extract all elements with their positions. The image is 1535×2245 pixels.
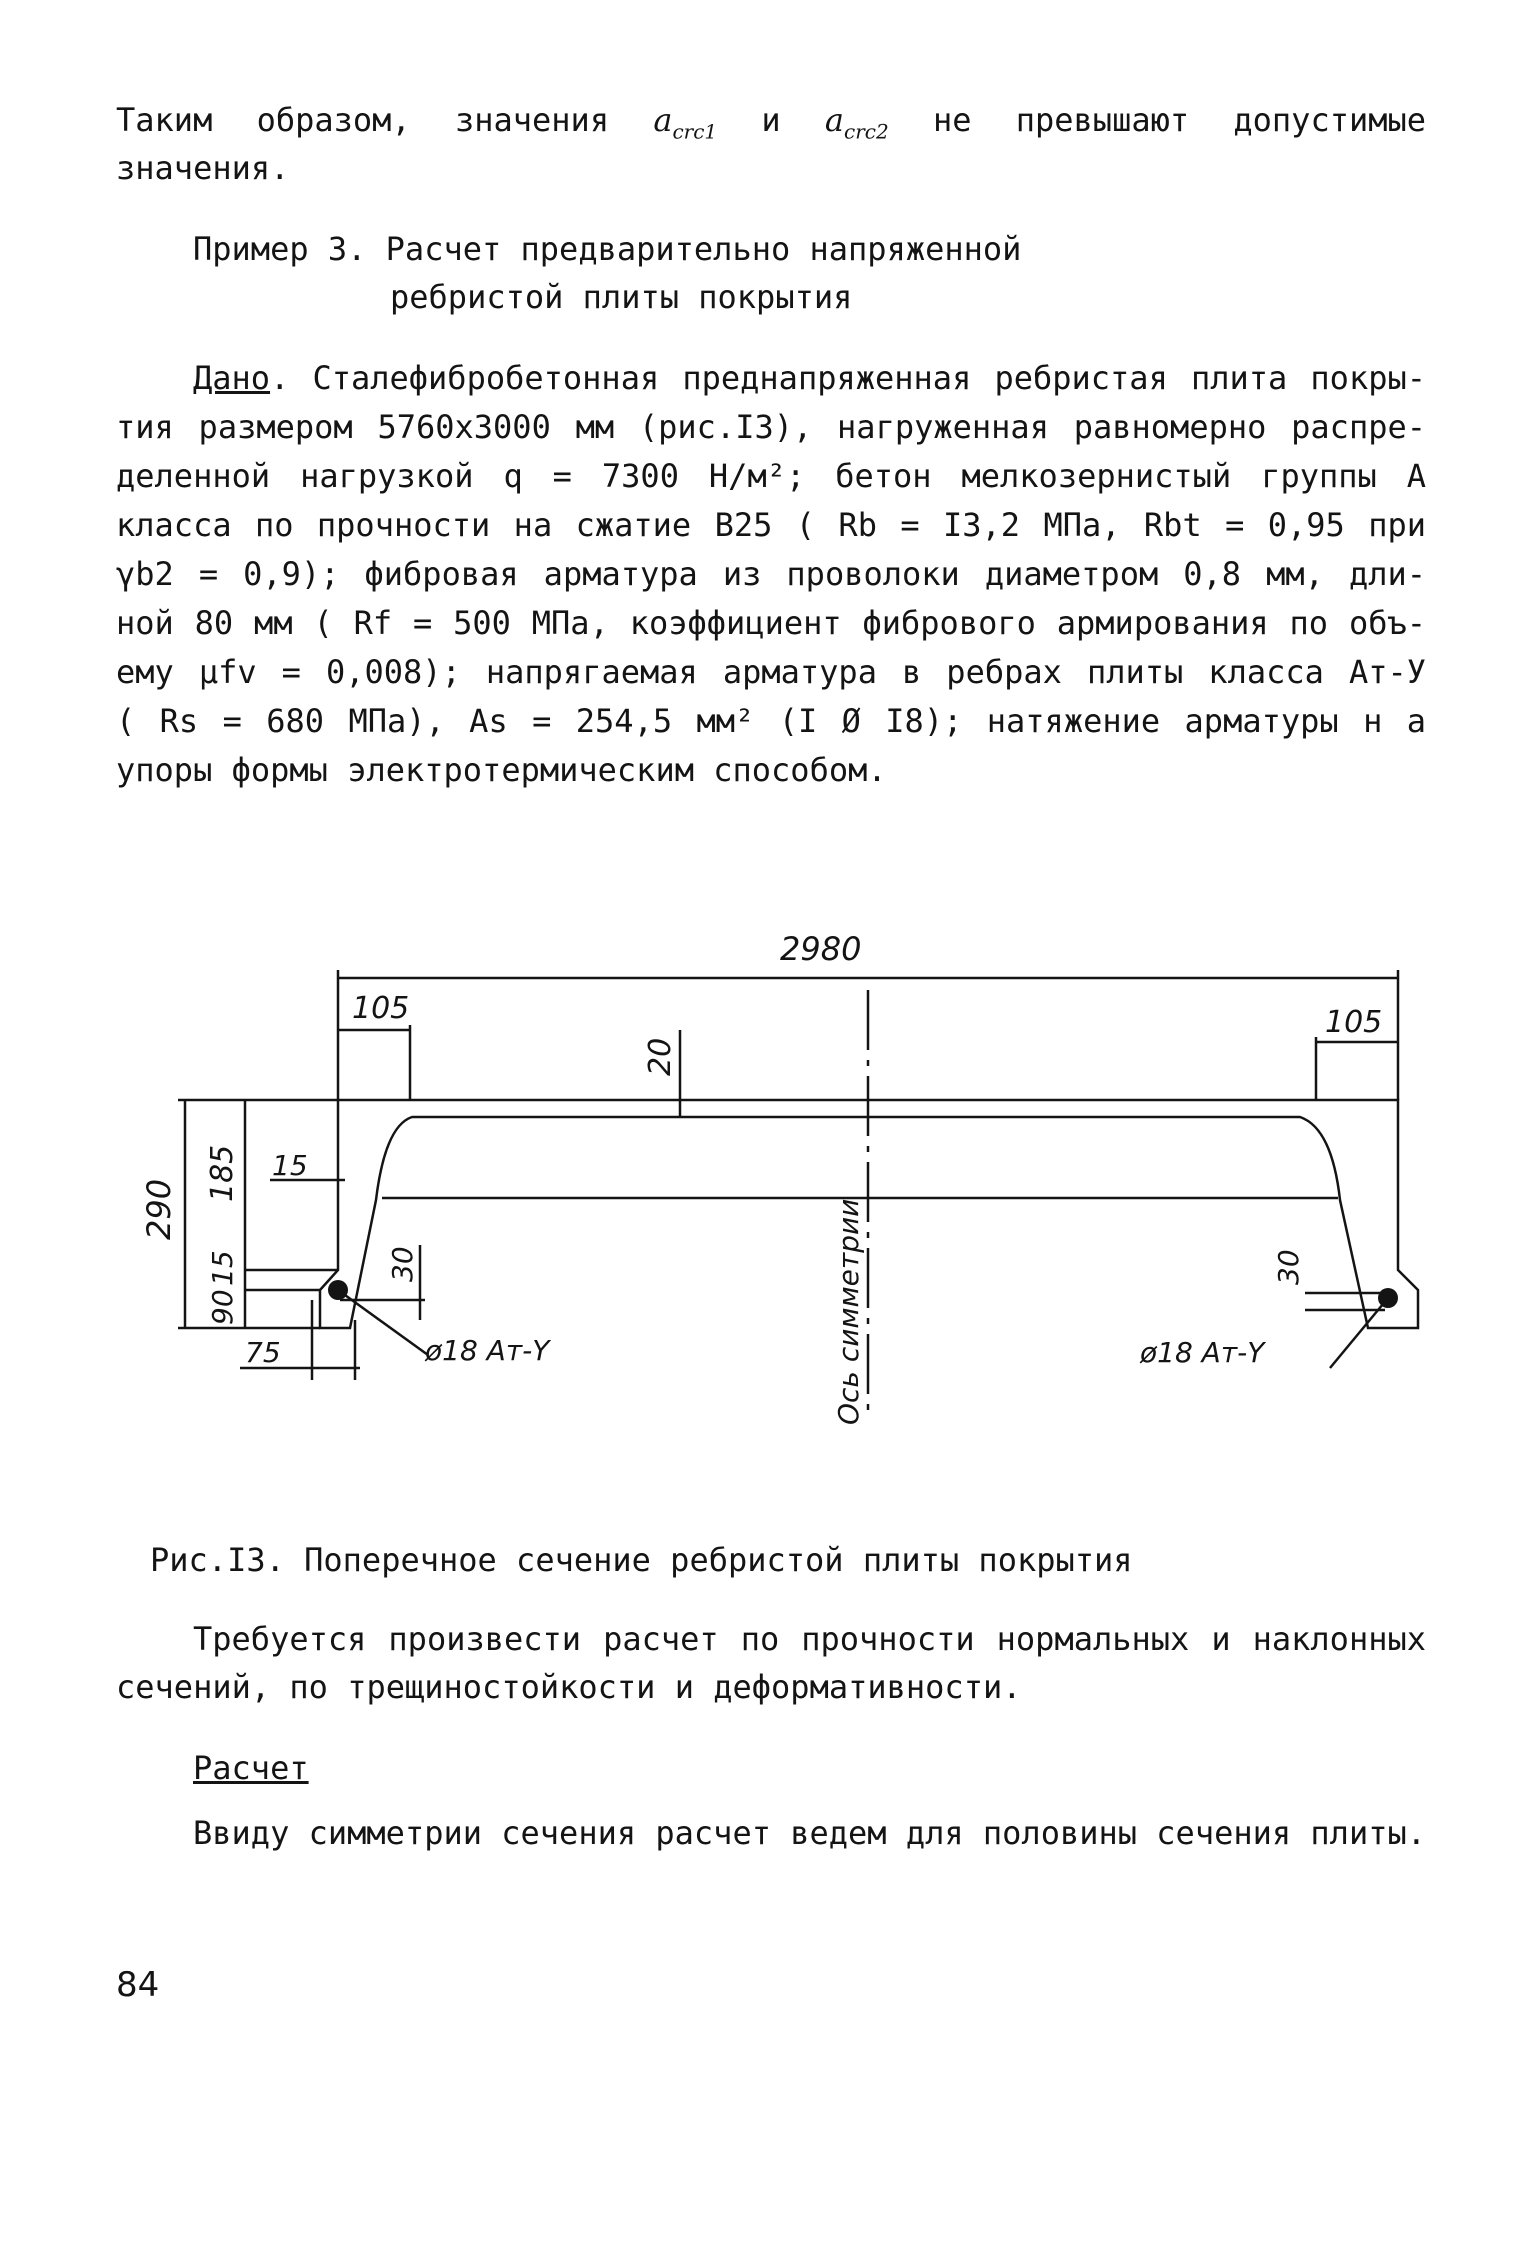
symbol-a-crc2: $a_{crc2}$ xyxy=(824,101,889,144)
dim-15-top-label: 15 xyxy=(272,1149,308,1182)
dim-75-label: 75 xyxy=(245,1336,281,1369)
required-line1: Требуется произвести расчет по прочности нормальных и наклонных xyxy=(193,1620,1426,1658)
given-line8: ( Rs = 680 МПа), As = 254,5 мм² (I Ø I8); натяжение арматуры н а xyxy=(116,702,1426,740)
rebar-left-label: ø18 Aт-Y xyxy=(425,1334,550,1367)
given-line4: класса по прочности на сжатие В25 ( Rb = I3,2 МПа, Rbt = 0,95 при xyxy=(116,506,1426,544)
dim-15-bottom-label: 15 xyxy=(206,1250,239,1286)
figure-caption: Рис.I3. Поперечное сечение ребристой плиты покрытия xyxy=(150,1541,1133,1579)
rebar-right-label: ø18 Aт-Y xyxy=(1140,1336,1265,1369)
rebar-right xyxy=(1378,1288,1398,1308)
symbol-a-crc1: $a_{crc1}$ xyxy=(653,101,718,144)
page-number: 84 xyxy=(116,1965,160,2005)
calc-line1: Ввиду симметрии сечения расчет ведем для половины сечения плиты. xyxy=(193,1814,1426,1852)
given-line9: упоры формы электротермическим способом. xyxy=(116,751,887,789)
example-title-line1: Пример 3. Расчет предварительно напряженной xyxy=(193,230,1022,268)
given-label: Дано xyxy=(193,359,271,397)
example-title-line2: ребристой плиты покрытия xyxy=(390,278,853,316)
dim-total-label: 2980 xyxy=(780,930,862,968)
calc-heading xyxy=(193,1743,1426,1793)
given-line7: ему μfv = 0,008); напрягаемая арматура в ребрах плиты класса Ат-У xyxy=(116,653,1426,691)
dim-30-left-label: 30 xyxy=(386,1246,419,1282)
given-line3: деленной нагрузкой q = 7300 Н/м²; бетон мелкозернистый группы А xyxy=(116,457,1426,495)
given-line6: ной 80 мм ( Rf = 500 МПа, коэффициент фибрового армирования по объ- xyxy=(116,604,1426,642)
dim-20-label: 20 xyxy=(643,1037,678,1076)
given-line5: γb2 = 0,9); фибровая арматура из проволоки диаметром 0,8 мм, дли- xyxy=(116,555,1426,593)
given-line2: тия размером 5760x3000 мм (рис.I3), нагруженная равномерно распре- xyxy=(116,408,1426,446)
para1-text-a: Таким образом, значения xyxy=(116,101,610,139)
dim-105-left-label: 105 xyxy=(352,991,410,1026)
given-line1-text: . Сталефибробетонная преднапряженная ребристая плита покры- xyxy=(270,359,1426,397)
para1-text-b: не превышают допустимые xyxy=(932,101,1427,139)
axis-label: Ось симметрии xyxy=(832,1198,865,1425)
dim-30-right-label: 30 xyxy=(1272,1249,1305,1285)
dim-185-label: 185 xyxy=(205,1144,240,1202)
para1-and: и xyxy=(761,101,781,139)
dim-290-label: 290 xyxy=(140,1178,178,1240)
calc-heading-text: Расчет xyxy=(193,1749,309,1787)
rebar-left xyxy=(328,1280,348,1300)
given-line1 xyxy=(193,353,1426,403)
cross-section-figure xyxy=(0,900,1535,1460)
required-line2: сечений, по трещиностойкости и деформативности. xyxy=(116,1668,1022,1706)
dim-90-label: 90 xyxy=(206,1289,239,1325)
dim-105-right-label: 105 xyxy=(1325,1005,1383,1040)
para1-line2: значения. xyxy=(116,149,290,187)
